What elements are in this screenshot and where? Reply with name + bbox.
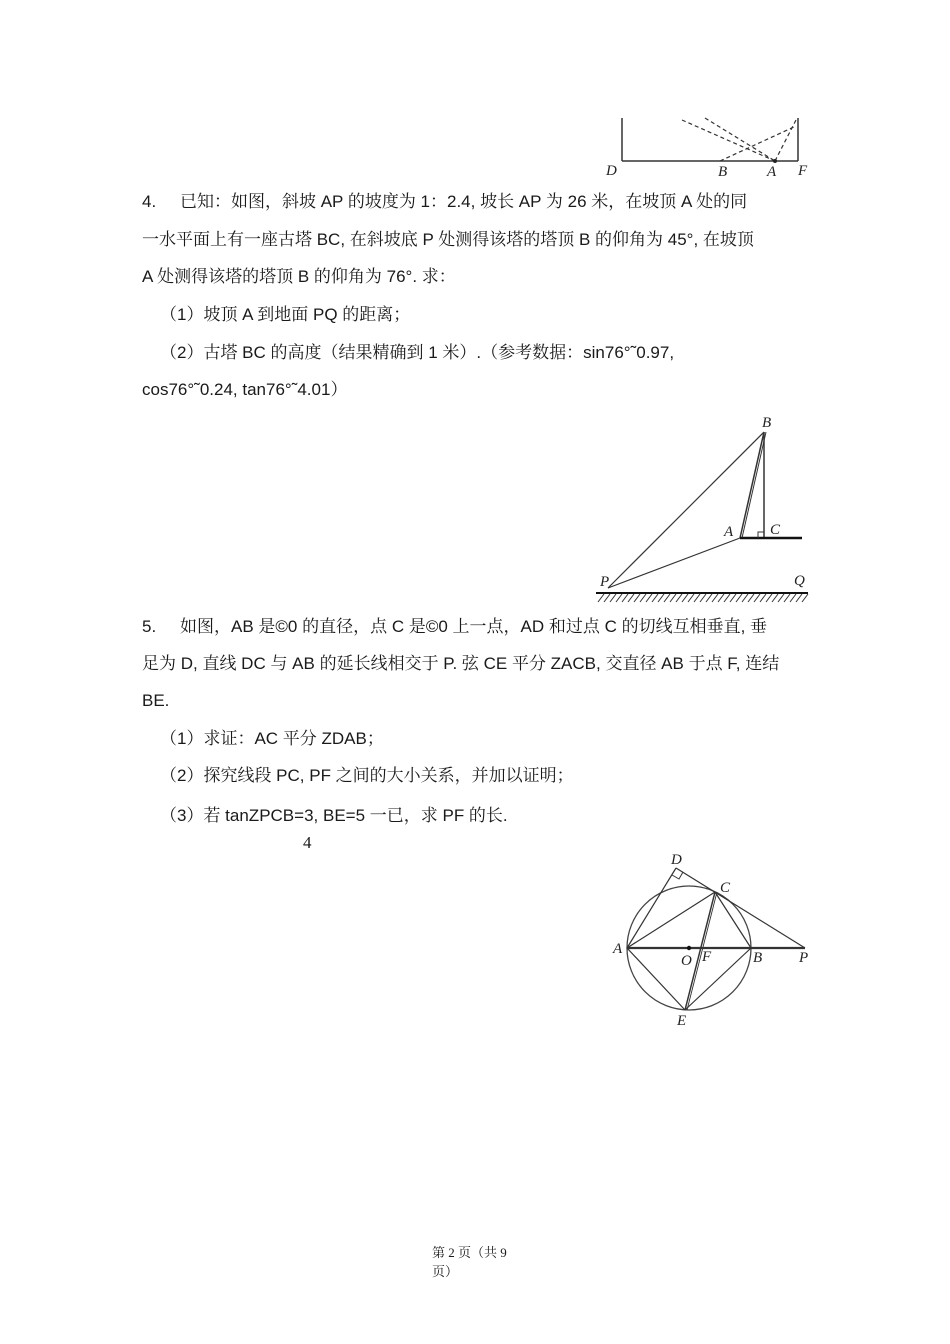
fig4-line-pb bbox=[608, 432, 764, 588]
page-footer-line-1: 第 2 页（共 9 bbox=[432, 1245, 507, 1260]
fig-top-dash-4 bbox=[775, 120, 796, 161]
fig4-line-ab bbox=[740, 432, 764, 538]
fig5-label-d: D bbox=[671, 852, 682, 868]
q4-subquestion-2-cont: cos76°˜0.24, tan76°˜4.01） bbox=[142, 380, 348, 399]
q4-line-2: 一水平面上有一座古塔 BC, 在斜坡底 P 处测得该塔的塔顶 B 的仰角为 45°, 在坡顶 bbox=[142, 230, 754, 249]
fig5-center-dot bbox=[687, 946, 691, 950]
q5-subquestion-2: （2）探究线段 PC, PF 之间的大小关系，并加以证明； bbox=[160, 766, 574, 785]
fig-top-label-b: B bbox=[718, 164, 728, 180]
fig5-label-f: F bbox=[702, 949, 712, 965]
figure-top-fragment bbox=[600, 112, 815, 180]
q4-number: 4. bbox=[142, 192, 157, 211]
q5-text-1: 如图，AB 是©0 的直径，点 C 是©0 上一点，AD 和过点 C 的切线互相垂直, 垂 bbox=[180, 617, 768, 636]
fig4-line-pa bbox=[608, 538, 740, 588]
fig4-label-a: A bbox=[724, 524, 734, 540]
q4-subquestion-1: （1）坡顶 A 到地面 PQ 的距离； bbox=[160, 305, 411, 324]
fig5-line-dp bbox=[676, 868, 805, 948]
page-footer-line-2: 页） bbox=[432, 1264, 459, 1279]
fig5-label-b: B bbox=[753, 950, 763, 966]
fig5-label-e: E bbox=[677, 1013, 687, 1029]
q4-line-3: A 处测得该塔的塔顶 B 的仰角为 76°. 求： bbox=[142, 267, 456, 286]
fig5-line-cb bbox=[715, 892, 751, 948]
fig-top-label-a: A bbox=[767, 164, 777, 180]
q5-line-2: 足为 D, 直线 DC 与 AB 的延长线相交于 P. 弦 CE 平分 ZACB, 交直径 AB 于点 F, 连结 bbox=[142, 654, 780, 673]
fig-top-label-d: D bbox=[606, 163, 617, 179]
fig4-line-ab2 bbox=[742, 432, 766, 538]
q4-subquestion-2: （2）古塔 BC 的高度（结果精确到 1 米）.（参考数据：sin76°˜0.97, bbox=[160, 343, 675, 362]
fig5-label-c: C bbox=[720, 880, 731, 896]
q5-line-3: BE. bbox=[142, 691, 170, 710]
fig-top-dash-2 bbox=[705, 118, 775, 161]
fig4-ground-hatch bbox=[598, 594, 808, 602]
fig5-line-ac bbox=[627, 892, 715, 948]
fig5-right-angle-d bbox=[672, 872, 683, 879]
fig-top-dash-1 bbox=[682, 120, 775, 161]
q5-number: 5. bbox=[142, 617, 157, 636]
fig-top-dash-3 bbox=[720, 126, 796, 161]
fig5-label-a: A bbox=[613, 941, 623, 957]
fig5-line-ad bbox=[627, 868, 676, 948]
fig-top-point-a bbox=[773, 159, 777, 163]
q5-stray-digit: 4 bbox=[303, 833, 312, 852]
fig5-label-o: O bbox=[681, 953, 692, 969]
fig4-label-p: P bbox=[600, 574, 610, 590]
fig-top-label-f: F bbox=[798, 163, 808, 179]
fig4-label-q: Q bbox=[794, 573, 805, 589]
fig5-label-p: P bbox=[799, 950, 809, 966]
figure-q5-circle bbox=[605, 848, 820, 1033]
q4-line-1 bbox=[142, 190, 747, 214]
q5-subquestion-3: （3）若 tanZPCB=3, BE=5 一已，求 PF 的长. bbox=[160, 806, 508, 825]
q5-line-1 bbox=[142, 615, 767, 639]
q4-text-1: 已知：如图，斜坡 AP 的坡度为 1：2.4, 坡长 AP 为 26 米，在坡顶 A 处的同 bbox=[180, 192, 748, 211]
q5-subquestion-1: （1）求证：AC 平分 ZDAB； bbox=[160, 729, 384, 748]
figure-q4-slope-tower bbox=[590, 410, 820, 610]
fig4-label-c: C bbox=[770, 522, 781, 538]
fig4-label-b: B bbox=[762, 415, 772, 431]
